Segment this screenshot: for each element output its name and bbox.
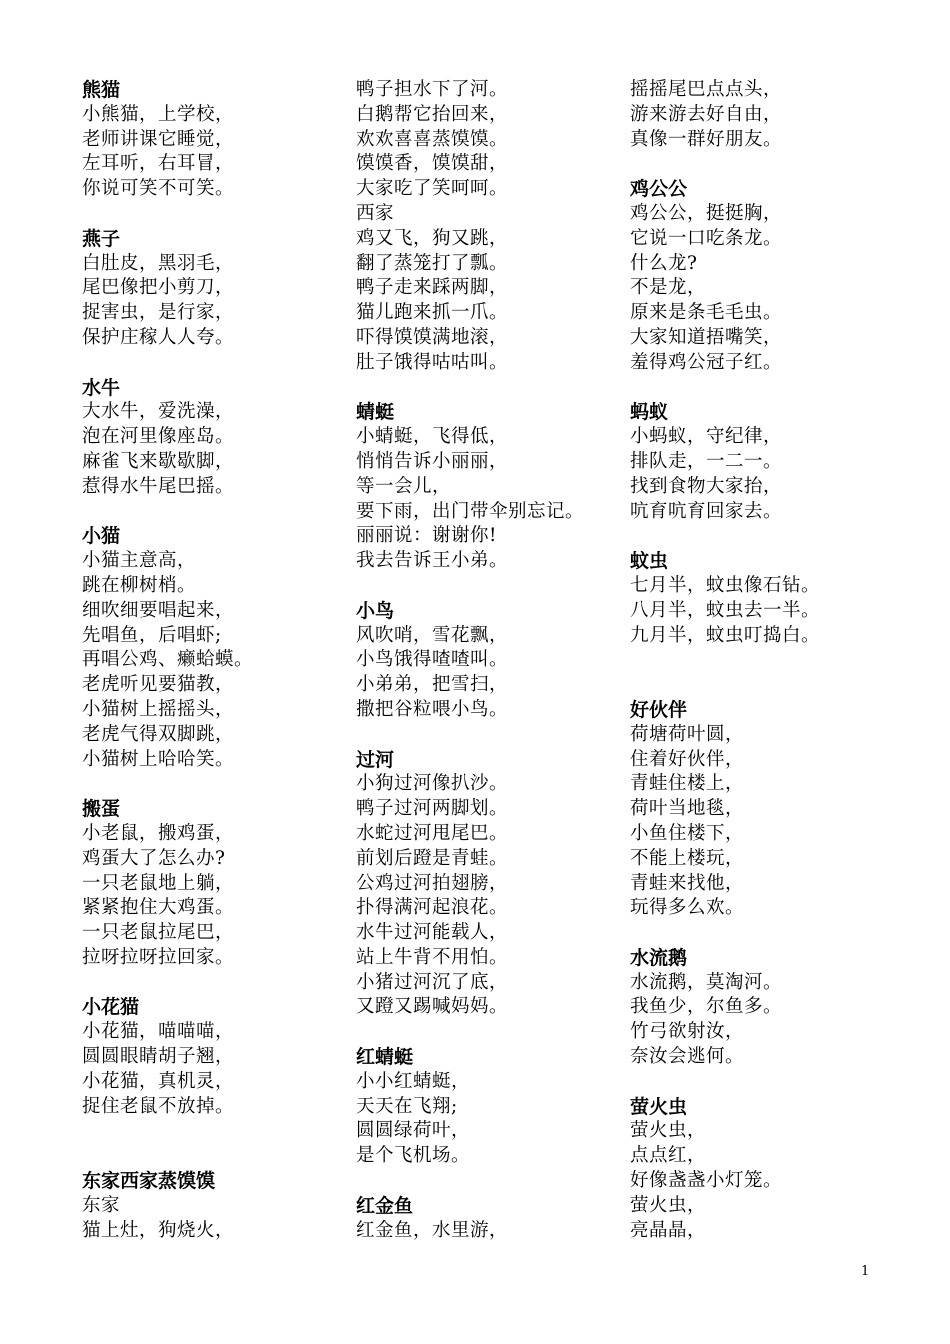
poem-line: 我鱼少，尔鱼多。 (630, 996, 783, 1018)
poem-title: 小猫 (82, 525, 121, 548)
spacer (356, 723, 621, 748)
poem-line: 不能上楼玩， (630, 847, 745, 869)
poem-line: 原来是条毛毛虫。 (630, 302, 783, 324)
poem-line: 西家 (356, 202, 395, 224)
poem-line: 惹得水牛尾巴摇。 (82, 475, 235, 497)
poem-line: 红金鱼，水里游， (356, 1219, 509, 1241)
poem-title: 过河 (356, 748, 395, 771)
column-1 (82, 78, 347, 1243)
poem-line: 老虎听见要猫教， (82, 674, 235, 696)
poem-line: 真像一群好朋友。 (630, 128, 783, 150)
poem-line: 水牛过河能载人， (356, 922, 509, 944)
poem-line: 小弟弟，把雪扫， (356, 674, 509, 696)
poem-line: 一只老鼠拉尾巴， (82, 922, 235, 944)
poem-line: 欢欢喜喜蒸馍馍。 (356, 128, 509, 150)
poem-line: 馍馍香，馍馍甜， (356, 153, 509, 175)
poem-line: 青蛙来找他， (630, 872, 745, 894)
poem-line: 鸡又飞，狗又跳， (356, 227, 509, 249)
poem-title: 搬蛋 (82, 798, 121, 821)
poem-line: 好像盏盏小灯笼。 (630, 1170, 783, 1192)
poem-line: 泡在河里像座岛。 (82, 426, 235, 448)
poem-line: 圆圆绿荷叶， (356, 1120, 471, 1142)
poem-line: 它说一口吃条龙。 (630, 227, 783, 249)
spacer (630, 152, 895, 177)
spacer (82, 971, 347, 996)
poem-line: 水蛇过河甩尾巴。 (356, 822, 509, 844)
poem-line: 保护庄稼人人夸。 (82, 326, 235, 348)
poem-line: 找到食物大家抬， (630, 475, 783, 497)
poem-line: 鸭子担水下了河。 (356, 79, 509, 100)
poem-line: 公鸡过河拍翅膀， (356, 872, 509, 894)
spacer (630, 648, 895, 673)
poem-line: 天天在飞翔; (356, 1095, 458, 1117)
poem-title: 燕子 (82, 227, 121, 250)
poem-line: 萤火虫， (630, 1194, 707, 1216)
poem-line: 排队走，一二一。 (630, 450, 783, 472)
poem-line: 大家知道捂嘴笑， (630, 326, 783, 348)
spacer (630, 921, 895, 946)
poem-line: 小猫树上摇摇头， (82, 698, 235, 720)
poem-line: 悄悄告诉小丽丽， (356, 450, 509, 472)
poem-line: 七月半，蚊虫像石钻。 (630, 574, 821, 596)
spacer (630, 1070, 895, 1095)
poem-line: 要下雨，出门带伞别忘记。 (356, 500, 585, 522)
poem-line: 捉害虫，是行家， (82, 302, 235, 324)
poem-line: 撒把谷粒喂小鸟。 (356, 698, 509, 720)
poem-line: 东家 (82, 1194, 121, 1216)
poem-line: 小蜻蜓，飞得低， (356, 426, 509, 448)
poem-line: 丽丽说：谢谢你! (356, 525, 497, 547)
poem-line: 小猫主意高， (82, 550, 197, 572)
spacer (82, 351, 347, 376)
poem-title: 鸡公公 (630, 178, 688, 201)
poem-line: 大水牛，爱洗澡， (82, 401, 235, 423)
poem-line: 小老鼠，搬鸡蛋， (82, 822, 235, 844)
poem-line: 鸡蛋大了怎么办? (82, 847, 226, 869)
poem-line: 麻雀飞来歇歇脚， (82, 450, 235, 472)
poem-line: 小鱼住楼下， (630, 822, 745, 844)
poem-line: 白肚皮，黑羽毛， (82, 252, 235, 274)
poem-line: 老虎气得双脚跳， (82, 723, 235, 745)
spacer (630, 376, 895, 401)
poem-line: 大家吃了笑呵呵。 (356, 178, 509, 200)
poem-line: 鸭子走来踩两脚， (356, 277, 509, 299)
poem-line: 圆圆眼睛胡子翘， (82, 1046, 235, 1068)
poem-line: 九月半，蚊虫叮捣白。 (630, 624, 821, 646)
spacer (82, 1144, 347, 1169)
poem-line: 翻了蒸笼打了瓢。 (356, 252, 509, 274)
poem-line: 扑得满河起浪花。 (356, 897, 509, 919)
poem-title: 熊猫 (82, 79, 121, 101)
poem-line: 吭育吭育回家去。 (630, 500, 783, 522)
poem-title: 水流鹅 (630, 946, 688, 969)
poem-title: 小鸟 (356, 599, 395, 622)
poem-line: 尾巴像把小剪刀， (82, 277, 235, 299)
poem-line: 玩得多么欢。 (630, 897, 745, 919)
poem-line: 青蛙住楼上， (630, 773, 745, 795)
poem-line: 你说可笑不可笑。 (82, 178, 235, 200)
poem-line: 捉住老鼠不放掉。 (82, 1095, 235, 1117)
poem-line: 不是龙， (630, 277, 707, 299)
poem-line: 亮晶晶， (630, 1219, 707, 1241)
poem-line: 鸡公公，挺挺胸， (630, 202, 783, 224)
spacer (356, 574, 621, 599)
poem-line: 一只老鼠地上躺， (82, 872, 235, 894)
poem-line: 吓得馍馍满地滚， (356, 326, 509, 348)
poem-line: 游来游去好自由， (630, 103, 783, 125)
spacer (630, 524, 895, 549)
column-2 (356, 78, 621, 1243)
poem-line: 小蚂蚁，守纪律， (630, 426, 783, 448)
spacer (356, 1169, 621, 1194)
poem-line: 小花猫，真机灵， (82, 1070, 235, 1092)
poem-line: 小熊猫，上学校， (82, 103, 235, 125)
poem-line: 鸭子过河两脚划。 (356, 798, 509, 820)
poem-title: 蜻蜓 (356, 401, 395, 424)
poem-title: 红蜻蜓 (356, 1046, 414, 1069)
poem-line: 小猪过河沉了底， (356, 971, 509, 993)
poem-title: 水牛 (82, 376, 121, 399)
poem-line: 等一会儿， (356, 475, 452, 497)
poem-line: 水流鹅，莫淘河。 (630, 971, 783, 993)
spacer (82, 1119, 347, 1144)
poem-line: 小花猫，喵喵喵， (82, 1021, 235, 1043)
poem-line: 八月半，蚊虫去一半。 (630, 599, 821, 621)
spacer (82, 500, 347, 525)
poem-line: 萤火虫， (630, 1120, 707, 1142)
poem-line: 白鹅帮它抬回来， (356, 103, 509, 125)
poem-title: 蚂蚁 (630, 401, 669, 424)
poem-title: 萤火虫 (630, 1095, 688, 1118)
poem-line: 小小红蜻蜓， (356, 1070, 471, 1092)
poem-line: 荷塘荷叶圆， (630, 723, 745, 745)
poem-line: 猫儿跑来抓一爪。 (356, 302, 509, 324)
poem-line: 猫上灶，狗烧火， (82, 1219, 235, 1241)
poem-line: 摇摇尾巴点点头， (630, 79, 783, 100)
poem-line: 拉呀拉呀拉回家。 (82, 946, 235, 968)
poem-title: 好伙伴 (630, 698, 688, 721)
poem-line: 又蹬又踢喊妈妈。 (356, 996, 509, 1018)
poem-title: 小花猫 (82, 996, 140, 1019)
poem-line: 细吹细要唱起来， (82, 599, 235, 621)
poem-line: 小鸟饿得喳喳叫。 (356, 649, 509, 671)
spacer (356, 376, 621, 401)
poem-line: 是个飞机场。 (356, 1145, 471, 1167)
poem-line: 前划后蹬是青蛙。 (356, 847, 509, 869)
spacer (356, 1020, 621, 1045)
poem-line: 奈汝会逃何。 (630, 1046, 745, 1068)
poem-line: 我去告诉王小弟。 (356, 550, 509, 572)
poem-line: 住着好伙伴， (630, 748, 745, 770)
page-number: 1 (861, 1264, 870, 1279)
poem-line: 紧紧抱住大鸡蛋。 (82, 897, 235, 919)
poem-line: 荷叶当地毯， (630, 798, 745, 820)
poem-line: 老师讲课它睡觉， (82, 128, 235, 150)
poem-title: 红金鱼 (356, 1194, 414, 1217)
spacer (82, 772, 347, 797)
poem-line: 左耳听，右耳冒， (82, 153, 235, 175)
spacer (82, 202, 347, 227)
poem-line: 小猫树上哈哈笑。 (82, 748, 235, 770)
spacer (630, 673, 895, 698)
poem-line: 肚子饿得咕咕叫。 (356, 351, 509, 373)
poem-line: 小狗过河像扒沙。 (356, 773, 509, 795)
poem-line: 跳在柳树梢。 (82, 574, 197, 596)
poem-line: 先唱鱼，后唱虾; (82, 624, 222, 646)
poem-line: 风吹哨，雪花飘， (356, 624, 509, 646)
poem-line: 再唱公鸡、癞蛤蟆。 (82, 649, 254, 671)
poem-line: 羞得鸡公冠子红。 (630, 351, 783, 373)
poem-line: 竹弓欲射汝， (630, 1021, 745, 1043)
poem-line: 点点红， (630, 1145, 707, 1167)
poem-title: 东家西家蒸馍馍 (82, 1170, 216, 1193)
poem-line: 站上牛背不用怕。 (356, 946, 509, 968)
poem-title: 蚊虫 (630, 550, 669, 573)
column-3 (630, 78, 895, 1243)
poem-line: 什么龙? (630, 252, 698, 274)
